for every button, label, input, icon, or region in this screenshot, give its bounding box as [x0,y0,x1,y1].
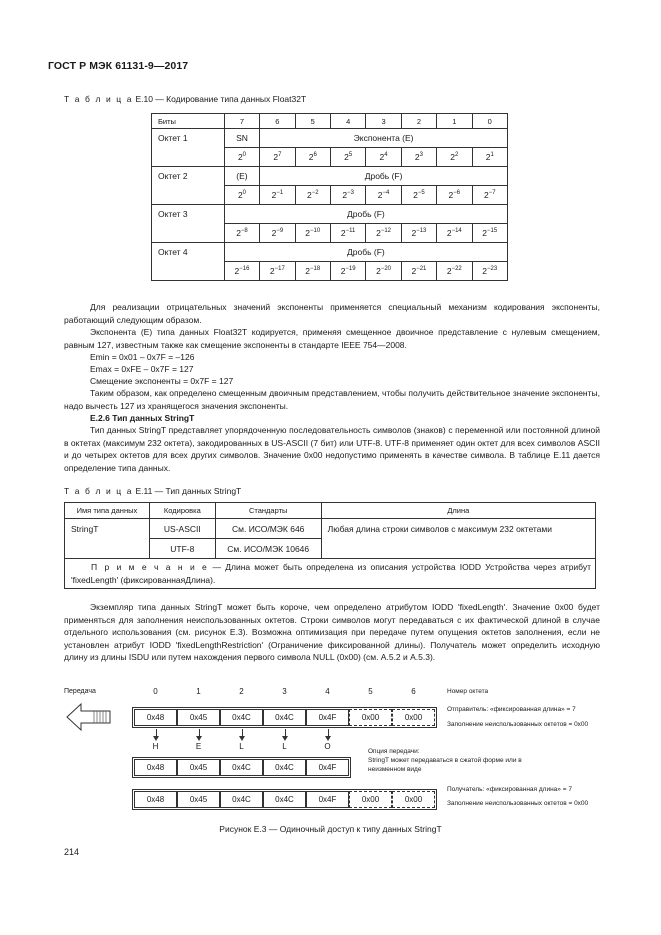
weight-base: 2 [271,190,277,200]
bit-weight-cell [472,186,507,205]
bit-cell: 3 [366,114,401,129]
bit-weight-cell [472,148,507,167]
bit-weight-cell [366,148,401,167]
table-10-caption [64,94,306,104]
encoding-cell: US-ASCII [149,519,215,539]
bit-weight-cell [295,224,330,243]
bit-weight-cell [260,224,295,243]
weight-exponent: −10 [310,228,321,234]
type-name-cell: StringT [65,519,150,559]
octet-row [152,129,508,148]
octet-cell: 0x4F [306,709,349,726]
column-header: Имя типа данных [65,503,150,519]
octet-field-span: Дробь (F) [224,205,507,224]
weight-base: 2 [308,152,314,162]
weight-base: 2 [450,152,456,162]
table-10-caption-prefix: Т а б л и ц а [64,94,134,104]
weight-base: 2 [414,152,420,162]
bit-weight-cell [330,262,365,281]
table-11-caption-prefix: Т а б л и ц а [64,486,134,496]
bit-weight-cell [224,186,259,205]
octet-row [152,167,508,186]
arrow-down-icon [328,729,329,738]
weight-exponent: −9 [276,228,284,234]
octet-cell: 0x48 [134,709,177,726]
weight-exponent: 5 [348,152,353,158]
table-header-row [65,503,596,519]
weight-exponent: −6 [453,190,461,196]
bit-weight-cell [437,148,472,167]
weight-base: 2 [483,190,489,200]
weight-base: 2 [237,152,243,162]
bit-weight-cell [366,262,401,281]
octet-field-span: Дробь (F) [260,167,508,186]
weight-exponent: −20 [380,266,391,272]
weight-base: 2 [411,266,417,276]
note-prefix: П р и м е ч а н и е [91,562,209,572]
bit-cell: 5 [295,114,330,129]
bit-weight-cell [330,186,365,205]
bits-header-row [152,114,508,129]
weight-exponent: −19 [345,266,356,272]
float32t-encoding-table [151,113,508,281]
octet-label: Октет 3 [152,205,225,243]
bit-weight-cell [260,186,295,205]
table-11-caption [64,486,241,496]
weight-exponent: −7 [488,190,496,196]
weight-exponent: −21 [416,266,427,272]
weight-base: 2 [305,228,311,238]
sender-padding-note: Заполнение неиспользованных октетов = 0x00 [447,721,589,728]
octet-label: Октет 2 [152,167,225,205]
octet-first-bit: SN [224,129,259,148]
bit-weight-cell [437,186,472,205]
bit-weight-cell [366,224,401,243]
column-header: Кодировка [149,503,215,519]
octet-cell: 0x00 [349,709,392,726]
octet-index: 5 [368,687,373,696]
weight-base: 2 [234,266,240,276]
octet-cell: 0x00 [392,791,435,808]
weight-base: 2 [344,152,349,162]
weight-exponent: −15 [487,228,498,234]
bit-weight-cell [295,186,330,205]
character-label: E [195,742,202,751]
weight-exponent: 3 [419,152,423,158]
paragraph-exponent-bias: Экспонента (Е) типа данных Float32T кодируется, применяя смещенное двоичное представление с нулевым смещением, равным 127, известным также как смещение экспоненты в стандарте IEEE 754—2008. [64,327,600,350]
arrow-down-icon [156,729,157,738]
option-note: Опция передачи: [368,748,420,755]
receiver-note: Получатель: «фиксированная длина» = 7 [447,786,572,793]
option-detail-note: StringT может передаваться в сжатой форме или в неизменном виде [368,757,522,773]
page-number: 214 [64,847,80,857]
bit-weight-cell [401,224,436,243]
octet-cell: 0x00 [349,791,392,808]
bit-weight-cell [437,262,472,281]
encoding-cell: UTF-8 [149,539,215,559]
table-row [65,519,596,539]
weight-base: 2 [273,152,279,162]
octet-row [152,243,508,262]
paragraph-exponent-mechanism: Для реализации отрицательных значений экспоненты применяется специальный механизм кодирования экспоненты, работающий следующим образом. [64,302,600,325]
weight-base: 2 [377,190,383,200]
octet-label: Октет 1 [152,129,225,167]
table-10-caption-text: Е.10 — Кодирование типа данных Float32T [135,94,307,104]
octet-number-label: Номер октета [447,688,489,695]
octet-cell: 0x00 [392,709,435,726]
sender-note: Отправитель: «фиксированная длина» = 7 [447,706,576,713]
formula-emin: Emin = 0x01 – 0x7F = –126 [90,352,195,362]
octet-cell: 0x45 [177,709,220,726]
figure-caption: Рисунок Е.3 — Одиночный доступ к типу данных StringT [219,824,442,834]
bit-weight-cell [472,262,507,281]
section-heading: Е.2.6 Тип данных StringT [90,413,195,423]
weight-exponent: −5 [417,190,425,196]
octet-index: 3 [282,687,287,696]
weight-base: 2 [376,266,381,276]
character-label: H [152,742,159,751]
bit-weight-cell [224,262,259,281]
octet-label: Октет 4 [152,243,225,281]
arrow-down-icon [285,729,286,738]
weight-exponent: −4 [382,190,390,196]
weight-base: 2 [271,228,277,238]
octet-cell: 0x48 [134,791,177,808]
bit-cell: 6 [260,114,295,129]
receiver-padding-note: Заполнение неиспользованных октетов = 0x00 [447,800,589,807]
weight-exponent: 2 [455,152,459,158]
column-header: Стандарты [215,503,321,519]
octet-cell: 0x4C [220,759,263,776]
weight-exponent: −14 [451,228,462,234]
weight-exponent: −16 [239,266,250,272]
octet-index: 2 [239,687,244,696]
bit-weight-cell [472,224,507,243]
weight-base: 2 [237,190,243,200]
bit-cell: 1 [437,114,472,129]
weight-base: 2 [446,228,452,238]
bit-cell: 7 [224,114,259,129]
octet-cell: 0x4C [263,791,306,808]
bit-weight-cell [401,148,436,167]
arrow-down-icon [199,729,200,738]
standard-cell: См. ИСО/МЭК 10646 [215,539,321,559]
stringt-table [64,502,596,589]
bit-cell: 0 [472,114,507,129]
weight-base: 2 [482,228,488,238]
character-label: L [239,742,244,751]
document-header: ГОСТ Р МЭК 61131-9—2017 [48,60,189,72]
standard-cell: См. ИСО/МЭК 646 [215,519,321,539]
bit-weight-cell [295,262,330,281]
bit-weight-cell [224,148,259,167]
octet-cell: 0x48 [134,759,177,776]
weight-base: 2 [340,266,346,276]
octet-cell: 0x4C [220,791,263,808]
paragraph-stringt-definition: Тип данных StringT представляет упорядоченную последовательность символов (знаков) с переменной или постоянной длиной в октетах (максимум 232 октета), закодированных в US-ASCII (7 бит) или UTF-8. UTF-8 применяет один октет для всех символов ASCII и до четырех октетов для всех других символов. Значение 0x00 недопустимо применять в качестве символа. В таблице Е.11 дается определение типа данных. [64,425,600,473]
note-row [65,559,596,589]
weight-exponent: 4 [384,152,388,158]
weight-base: 2 [379,152,385,162]
octet-cell: 0x4C [263,759,306,776]
bits-label: Биты [152,114,225,129]
weight-exponent: −1 [276,190,284,196]
octet-index: 6 [411,687,416,696]
octet-row [152,205,508,224]
weight-exponent: 0 [242,152,247,158]
octet-field-span: Дробь (F) [224,243,507,262]
octet-field-span: Экспонента (Е) [260,129,508,148]
octet-index: 4 [325,687,330,696]
weight-base: 2 [448,190,454,200]
weight-exponent: −23 [487,266,498,272]
paragraph-stringt-padding: Экземпляр типа данных StringT может быть короче, чем определено атрибутом IODD 'fixedLength'. Значение 0x00 будет применяться для заполнения неиспользованных октетов. Строки символов могут передаваться с их фактической длиной в случае отдельного использования (см. рисунок Е.3). Возможна оптимизация при передаче путем опущения октетов заполнения, если не установлен атрибут IODD 'fixedLengthRestriction' (Ограничение фиксированной длины). Получатель может определить исходную длину из длины ISDU или путем нахождения первого символа NULL (0x00) (см. А.5.2 и А.5.3). [64,602,600,662]
weight-base: 2 [306,190,312,200]
octet-cell: 0x4C [220,709,263,726]
octet-cell: 0x45 [177,759,220,776]
bit-weight-cell [260,148,295,167]
weight-base: 2 [236,228,241,238]
weight-base: 2 [482,266,488,276]
arrow-down-icon [242,729,243,738]
weight-exponent: 1 [490,152,494,158]
octet-cell: 0x4F [306,791,349,808]
weight-exponent: −17 [274,266,285,272]
weight-base: 2 [485,152,491,162]
weight-exponent: −3 [347,190,354,196]
weight-base: 2 [269,266,275,276]
formula-bias: Смещение экспоненты = 0x7F = 127 [90,376,234,386]
octet-index: 1 [196,687,201,696]
bit-weight-cell [295,148,330,167]
bit-weight-cell [366,186,401,205]
paragraph-exponent-result: Таким образом, как определено смещенным двоичным представлением, чтобы получить действительное значение экспоненты, надо вычесть 127 из хранящегося значения экспоненты. [64,388,600,411]
bit-weight-cell [260,262,295,281]
column-header: Длина [321,503,595,519]
bit-weight-cell [224,224,259,243]
weight-exponent: −22 [451,266,462,272]
weight-exponent: 0 [242,190,247,196]
transfer-label: Передача [64,688,96,695]
transfer-arrow-icon [66,702,112,732]
bit-weight-cell [437,224,472,243]
weight-base: 2 [340,228,346,238]
octet-cell: 0x4C [263,709,306,726]
bit-weight-cell [401,186,436,205]
weight-exponent: 6 [313,152,317,158]
octet-cell: 0x45 [177,791,220,808]
weight-base: 2 [446,266,452,276]
table-note [65,559,596,589]
character-label: L [282,742,287,751]
weight-exponent: −12 [380,228,391,234]
weight-exponent: 7 [278,152,282,158]
weight-base: 2 [305,266,311,276]
bit-weight-cell [330,224,365,243]
bit-weight-cell [401,262,436,281]
note-text: — Длина может быть определена из описания устройства IODD Устройства через атрибут 'fixedLength' (фиксированнаяДлина). [71,562,591,585]
octet-cell: 0x4F [306,759,349,776]
octet-index: 0 [153,687,158,696]
table-11-caption-text: Е.11 — Тип данных StringT [135,486,242,496]
weight-exponent: −8 [240,228,248,234]
formula-emax: Emax = 0xFE – 0x7F = 127 [90,364,194,374]
bit-weight-cell [330,148,365,167]
weight-base: 2 [411,228,417,238]
octet-first-bit: (Е) [224,167,259,186]
weight-base: 2 [342,190,348,200]
weight-base: 2 [376,228,381,238]
weight-exponent: −11 [345,228,356,234]
weight-base: 2 [413,190,418,200]
length-cell: Любая длина строки символов с максимум 232 октетами [321,519,595,559]
weight-exponent: −18 [310,266,321,272]
weight-exponent: −13 [416,228,427,234]
weight-exponent: −2 [311,190,319,196]
character-label: O [324,742,331,751]
bit-cell: 2 [401,114,436,129]
bit-cell: 4 [330,114,365,129]
